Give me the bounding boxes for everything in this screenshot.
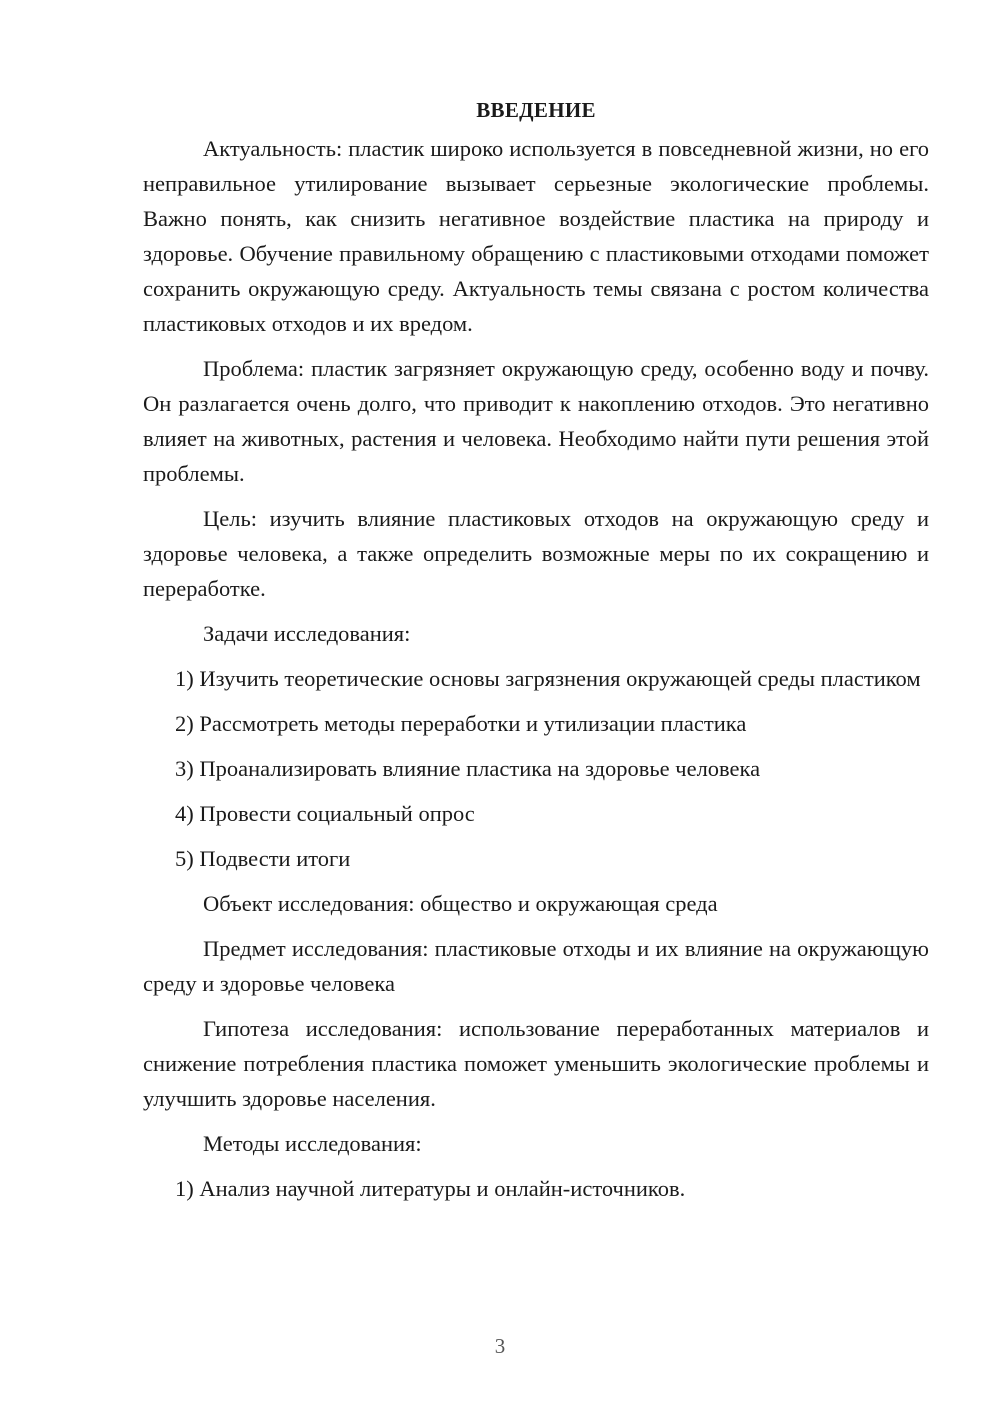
goal-paragraph: Цель: изучить влияние пластиковых отходов на окружающую среду и здоровье человека, а также определить возможные меры по их сокращению и переработке. — [143, 506, 929, 601]
relevance-paragraph: Актуальность: пластик широко используется в повседневной жизни, но его неправильное утилирование вызывает серьезные экологические проблемы. Важно понять, как снизить негативное воздействие пластика на природу и здоровье. Обучение правильному обращению с пластиковыми отходами поможет сохранить окружающую среду. Актуальность темы связана с ростом количества пластиковых отходов и их вредом. — [143, 136, 929, 336]
subject-paragraph: Предмет исследования: пластиковые отходы и их влияние на окружающую среду и здоровье человека — [143, 936, 929, 996]
problem-paragraph: Проблема: пластик загрязняет окружающую среду, особенно воду и почву. Он разлагается очень долго, что приводит к накоплению отходов. Это негативно влияет на животных, растения и человека. Необходимо найти пути решения этой проблемы. — [143, 356, 929, 486]
method-item-1: 1) Анализ научной литературы и онлайн-источников. — [175, 1176, 686, 1201]
page-number: 3 — [494, 1334, 506, 1358]
methods-heading: Методы исследования: — [203, 1131, 422, 1156]
hypothesis-paragraph: Гипотеза исследования: использование переработанных материалов и снижение потребления пластика поможет уменьшить экологические проблемы и улучшить здоровье населения. — [143, 1016, 929, 1111]
document-page — [143, 95, 929, 1216]
task-item-5: 5) Подвести итоги — [175, 846, 351, 871]
task-item-3: 3) Проанализировать влияние пластика на здоровье человека — [175, 756, 761, 781]
task-item-4: 4) Провести социальный опрос — [175, 801, 475, 826]
page-title: ВВЕДЕНИЕ — [476, 98, 596, 122]
task-item-2: 2) Рассмотреть методы переработки и утилизации пластика — [175, 711, 747, 736]
object-paragraph: Объект исследования: общество и окружающая среда — [203, 891, 718, 916]
task-item-1: 1) Изучить теоретические основы загрязнения окружающей среды пластиком — [175, 666, 921, 691]
tasks-heading: Задачи исследования: — [203, 621, 411, 646]
